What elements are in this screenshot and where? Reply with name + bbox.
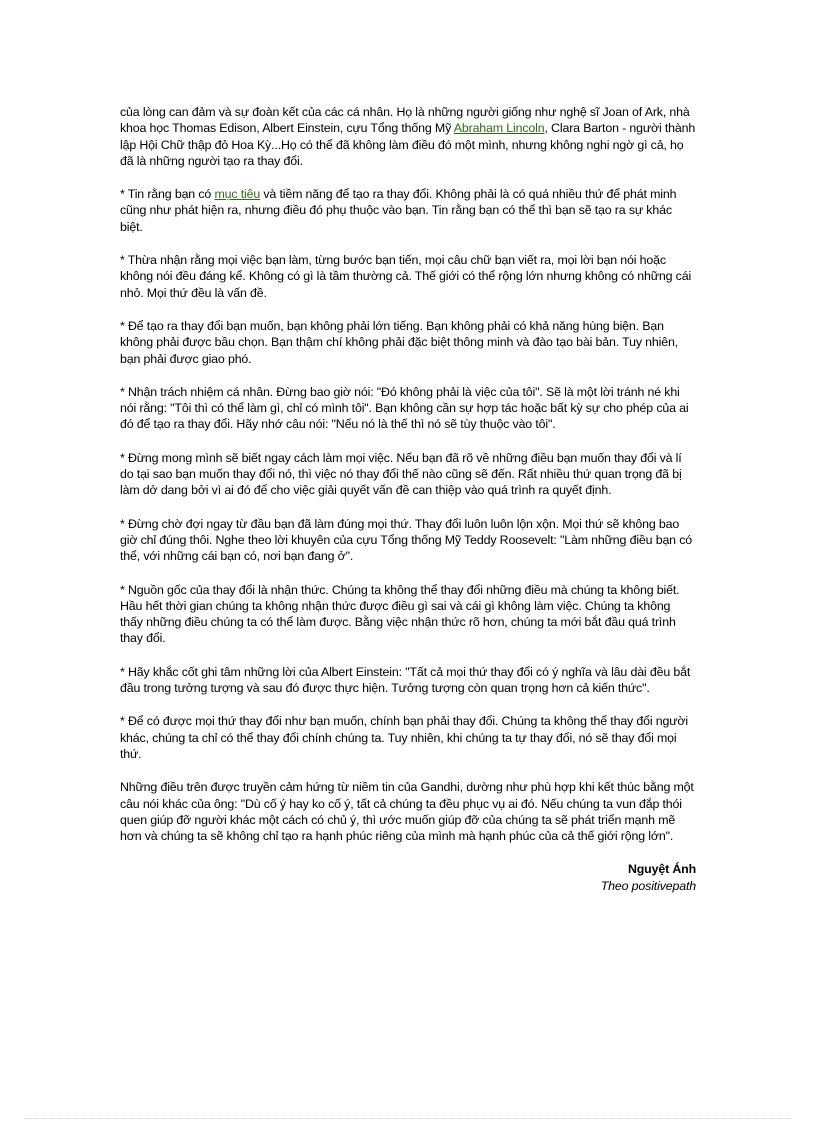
paragraph xyxy=(120,450,696,499)
source-credit: Theo positivepath xyxy=(600,878,696,893)
inline-link[interactable]: mục tiêu xyxy=(214,187,261,202)
paragraph-text: * Để có được mọi thứ thay đổi như bạn muốn, chính bạn phải thay đổi. Chúng ta không thể thay đổi người khác, chúng ta chỉ có thể thay đổi chính chúng ta. Tuy nhiên, khi chúng ta tự thay đổi, nó sẽ thay đổi mọi thứ. xyxy=(120,714,688,761)
paragraph xyxy=(120,516,696,565)
paragraph-text: của lòng can đảm và sự đoàn kết của các cá nhân. Họ là những người giống như nghệ sĩ Joan of Ark, nhà khoa học Thomas Edison, Albert Einstein, cựu Tổng thống Mỹ xyxy=(120,105,690,136)
paragraph-text: * Nhận trách nhiệm cá nhân. Đừng bao giờ nói: "Đó không phải là việc của tôi". Sẽ là một lời tránh né khi nói rằng: "Tôi thì có thể làm gì, chỉ có mình tôi". Bạn không cần sự hợp tác hoặc bất kỳ sự cho phép của ai đó để tạo ra thay đổi. Hãy nhớ câu nói: "Nếu nó là thế thì nó sẽ tùy thuộc vào tôi". xyxy=(120,384,689,432)
inline-link[interactable]: Abraham Lincoln xyxy=(453,121,545,136)
paragraph-text: * Tin rằng bạn có xyxy=(120,187,215,202)
paragraph xyxy=(120,779,696,844)
paragraph-text: * Thừa nhận rằng mọi việc bạn làm, từng bước bạn tiến, mọi câu chữ bạn viết ra, mọi lời bạn nói hoặc không nói đều đáng kể. Không có gì là tầm thường cả. Thế giới có thể rộng lớn nhưng không có những cái nhỏ. Mọi thứ đều là vấn đề. xyxy=(120,253,692,300)
article-text xyxy=(120,104,696,844)
paragraph xyxy=(120,664,696,697)
paragraph xyxy=(120,384,696,433)
paragraph xyxy=(120,104,696,169)
signature-block xyxy=(120,861,696,894)
paragraph-text: và tiềm năng để tạo ra thay đổi. Không phải là có quá nhiều thứ để phát minh cũng như phát hiện ra, nhưng điều đó phụ thuộc vào bạn. Tin rằng bạn có thể thì bạn sẽ tạo ra sự khác biệt. xyxy=(120,187,677,234)
paragraph-text: , Clara Barton - người thành lập Hội Chữ thập đỏ Hoa Kỳ...Họ có thể đã không làm điều đó một mình, nhưng không nghi ngờ gì cả, họ đã là những người tạo ra thay đổi. xyxy=(120,121,696,168)
paragraph xyxy=(120,318,696,367)
paragraph xyxy=(120,186,696,235)
paragraph-text: * Để tạo ra thay đổi bạn muốn, bạn không phải lớn tiếng. Bạn không phải có khả năng hùng biện. Bạn không phải được bầu chọn. Bạn thậm chí không phải đặc biệt thông minh và đào tạo bài bản. Tuy nhiên, bạn phải được giao phó. xyxy=(120,318,679,366)
paragraph-text: * Đừng chờ đợi ngay từ đầu bạn đã làm đúng mọi thứ. Thay đổi luôn luôn lộn xộn. Mọi thứ sẽ không bao giờ chỉ đúng thôi. Nghe theo lời khuyên của cựu Tổng thống Mỹ Teddy Roosevelt: "Làm những điều bạn có thể, với những cái bạn có, nơi bạn đang ở". xyxy=(120,516,693,564)
paragraph xyxy=(120,713,696,762)
author-name: Nguyệt Ánh xyxy=(627,862,696,877)
paragraph-text: * Hãy khắc cốt ghi tâm những lời của Albert Einstein: "Tất cả mọi thứ thay đổi có ý nghĩa và lâu dài đều bắt đầu trong tưởng tượng và sau đó được thực hiện. Tưởng tượng còn quan trọng hơn cả kiến thức". xyxy=(120,664,691,696)
paragraph-text: Những điều trên được truyền cảm hứng từ niềm tin của Gandhi, dường như phù hợp khi kết thúc bằng một câu nói khác của ông: "Dù cố ý hay ko cố ý, tất cả chúng ta đều phục vụ ai đó. Nếu chúng ta vun đắp thói quen giúp đỡ người khác một cách có chủ ý, thì ước muốn giúp đỡ của chúng ta sẽ phát triển mạnh mẽ hơn và chúng ta sẽ không chỉ tạo ra hạnh phúc riêng của mình mà hạnh phúc của cả thế giới rộng lớn". xyxy=(120,780,694,844)
paragraph xyxy=(120,252,696,301)
document-body xyxy=(120,104,696,894)
paragraph xyxy=(120,582,696,647)
page-bottom-divider xyxy=(24,1118,792,1119)
paragraph-text: * Nguồn gốc của thay đổi là nhận thức. Chúng ta không thể thay đổi những điều mà chúng ta không biết. Hầu hết thời gian chúng ta không nhận thức được điều gì sai và cái gì không làm việc. Chúng ta không thấy những điều chúng ta có thể làm được. Bằng việc nhận thức rõ hơn, chúng ta mới bắt đầu quá trình thay đổi. xyxy=(120,582,680,646)
paragraph-text: * Đừng mong mình sẽ biết ngay cách làm mọi việc. Nếu bạn đã rõ về những điều bạn muốn thay đổi và lí do tại sao bạn muốn thay đổi nó, thì việc nó thay đổi thế nào cũng sẽ đến. Rất nhiều thứ quan trọng đã bị làm dở dang bởi vì ai đó để cho việc giải quyết vấn đề can thiệp vào quá trình ra quyết định. xyxy=(120,450,682,498)
